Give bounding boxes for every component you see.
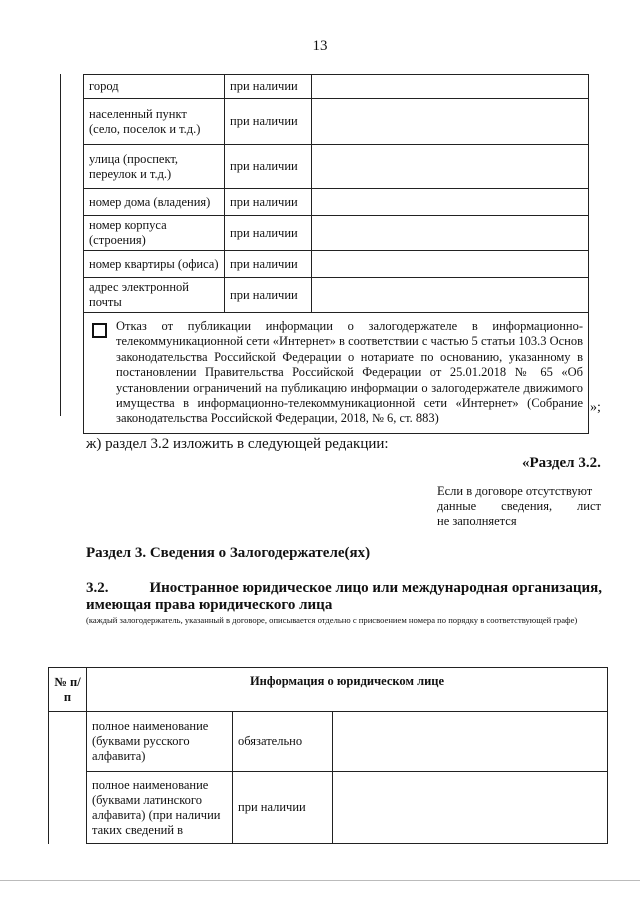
field-value[interactable] (312, 278, 589, 313)
note-line-2 (437, 499, 601, 514)
field-label: улица (проспект, переулок и т.д.) (84, 145, 225, 189)
left-column-rule (60, 74, 61, 416)
refusal-row (84, 313, 589, 434)
field-requirement: при наличии (225, 145, 312, 189)
field-label: номер корпуса (строения) (84, 216, 225, 251)
address-table (83, 74, 589, 434)
refusal-cell (84, 313, 589, 434)
field-value[interactable] (312, 251, 589, 278)
field-value[interactable] (333, 712, 608, 772)
field-requirement: при наличии (233, 772, 333, 844)
note-line-1: Если в договоре отсутствуют (437, 484, 593, 498)
field-requirement: при наличии (225, 251, 312, 278)
table-row (49, 712, 608, 772)
address-rows (84, 75, 589, 434)
field-value[interactable] (333, 772, 608, 844)
field-label: полное наименование (буквами русского алфавита) (87, 712, 233, 772)
subsection-number: 3.2. (86, 580, 109, 596)
field-label: номер дома (владения) (84, 189, 225, 216)
table-row (49, 772, 608, 844)
section-heading: «Раздел 3.2. (522, 455, 601, 471)
table-header-row (49, 668, 608, 712)
legal-entity-rows (49, 668, 608, 844)
table-row (84, 189, 589, 216)
table-row (84, 75, 589, 99)
note-word: данные (437, 499, 477, 513)
closing-quote: »; (590, 400, 601, 415)
field-label: номер квартиры (офиса) (84, 251, 225, 278)
subsection-note: (каждый залогодержатель, указанный в договоре, описывается отдельно с присвоением номера по порядку в соответствующей графе) (86, 615, 578, 625)
amendment-instruction: ж) раздел 3.2 изложить в следующей редакции: (86, 436, 389, 452)
refusal-block (90, 319, 583, 427)
subsection-text: Иностранное юридическое лицо или международная организация, (149, 580, 602, 596)
subsection-line-1 (86, 580, 602, 597)
field-requirement: при наличии (225, 75, 312, 99)
field-value[interactable] (312, 216, 589, 251)
field-value[interactable] (312, 145, 589, 189)
refusal-text: Отказ от публикации информации о залогодержателе в информационно-телекоммуникационной сети «Интернет» в соответствии с частью 5 статьи 103.3 Основ законодательства Российской Федерации о нотариате по основанию, указанному в постановлении Правительства Российской Федерации от 25.01.2018 № 65 «Об установлении ограничений на публикацию информации о залогодержателе движимого имущества в информационно-телекоммуникационной сети «Интернет» (Собрание законодательства Российской Федерации, 2018, № 6, ст. 883) (116, 319, 583, 426)
field-value[interactable] (312, 99, 589, 145)
page-bottom-edge (0, 880, 640, 881)
note-line-3: не заполняется (437, 514, 517, 528)
field-value[interactable] (312, 189, 589, 216)
field-requirement: при наличии (225, 189, 312, 216)
subsection-line-2: имеющая права юридического лица (86, 597, 333, 613)
header-info: Информация о юридическом лице (87, 668, 608, 712)
table-row (84, 216, 589, 251)
table-row (84, 145, 589, 189)
field-requirement: обязательно (233, 712, 333, 772)
row-number-cell (49, 712, 87, 844)
field-label: полное наименование (буквами латинского алфавита) (при наличии таких сведений в (87, 772, 233, 844)
page-number: 13 (312, 38, 328, 54)
field-label: город (84, 75, 225, 99)
field-requirement: при наличии (225, 99, 312, 145)
refusal-checkbox[interactable] (92, 323, 107, 338)
field-requirement: при наличии (225, 278, 312, 313)
section-title: Раздел 3. Сведения о Залогодержателе(ях) (86, 545, 371, 561)
note-word: лист (577, 499, 601, 513)
empty-sheet-note (437, 484, 601, 529)
field-label: адрес электронной почты (84, 278, 225, 313)
table-row (84, 99, 589, 145)
header-number: № п/п (49, 668, 87, 712)
table-row (84, 251, 589, 278)
note-word: сведения, (501, 499, 553, 513)
legal-entity-table (48, 667, 608, 844)
field-requirement: при наличии (225, 216, 312, 251)
field-value[interactable] (312, 75, 589, 99)
field-label: населенный пункт (село, поселок и т.д.) (84, 99, 225, 145)
table-row (84, 278, 589, 313)
